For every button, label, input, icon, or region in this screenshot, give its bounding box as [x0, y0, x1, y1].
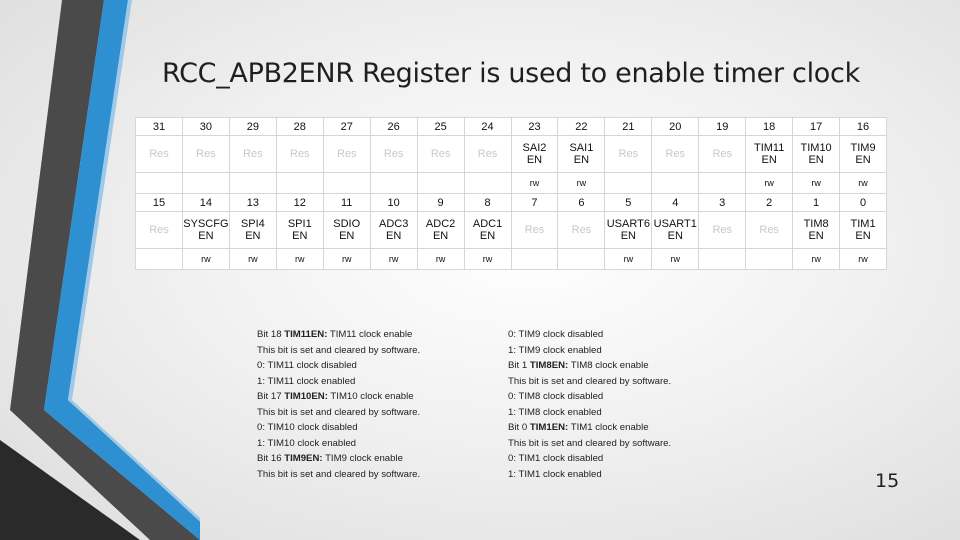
field-access: [417, 172, 464, 193]
register-field: TIM8 EN: [793, 212, 840, 248]
bit-number: 30: [182, 118, 229, 136]
lower-access-row: [136, 248, 887, 269]
field-access: rw: [558, 172, 605, 193]
description-line: [508, 405, 671, 421]
description-line: [508, 358, 671, 374]
field-access: [370, 172, 417, 193]
register-field: SPI4 EN: [229, 212, 276, 248]
line-rest: TIM1 clock enable: [568, 422, 649, 433]
description-line: [508, 451, 671, 467]
field-access: [558, 248, 605, 269]
lower-bit-number-row: [136, 193, 887, 211]
description-right: [508, 327, 671, 482]
register-field: ADC3 EN: [370, 212, 417, 248]
bit-number: 17: [793, 118, 840, 136]
reserved-field: Res: [558, 212, 605, 248]
field-identifier: TIM8EN:: [529, 360, 569, 371]
field-access: [229, 172, 276, 193]
bit-number: 28: [276, 118, 323, 136]
line-prefix: 1: TIM10 clock enabled: [257, 437, 357, 449]
description-line: [257, 374, 420, 390]
register-field: TIM10 EN: [793, 136, 840, 172]
line-prefix: This bit is set and cleared by software.: [508, 375, 672, 387]
line-prefix: Bit 18: [257, 329, 285, 340]
field-access: [276, 172, 323, 193]
description-line: [508, 436, 671, 452]
line-prefix: This bit is set and cleared by software.: [257, 406, 421, 418]
reserved-field: Res: [323, 136, 370, 172]
field-access: [136, 248, 183, 269]
field-access: [652, 172, 699, 193]
reserved-field: Res: [136, 212, 183, 248]
line-rest: TIM11 clock enable: [327, 329, 413, 340]
description-line: [257, 343, 420, 359]
slide-title: RCC_APB2ENR Register is used to enable timer clock: [162, 58, 860, 89]
bit-number: 9: [417, 193, 464, 211]
field-access: [699, 172, 746, 193]
line-rest: TIM8 clock enable: [568, 360, 649, 371]
reserved-field: Res: [605, 136, 652, 172]
description-line: [508, 327, 671, 343]
bit-number: 7: [511, 193, 558, 211]
register-field: TIM9 EN: [840, 136, 887, 172]
bit-number: 2: [746, 193, 793, 211]
bit-number: 11: [323, 193, 370, 211]
field-access: [699, 248, 746, 269]
bit-number: 5: [605, 193, 652, 211]
line-prefix: 1: TIM9 clock enabled: [508, 344, 602, 356]
register-field: ADC2 EN: [417, 212, 464, 248]
reserved-field: Res: [652, 136, 699, 172]
line-prefix: Bit 1: [508, 360, 530, 371]
bit-number: 16: [840, 118, 887, 136]
upper-access-row: [136, 172, 887, 193]
field-access: rw: [840, 248, 887, 269]
reserved-field: Res: [136, 136, 183, 172]
line-prefix: 0: TIM8 clock disabled: [508, 391, 604, 402]
bit-number: 23: [511, 118, 558, 136]
register-field: SYSCFG EN: [182, 212, 229, 248]
register-field: SAI2 EN: [511, 136, 558, 172]
field-identifier: TIM11EN:: [284, 329, 328, 340]
reserved-field: Res: [699, 136, 746, 172]
bit-number: 21: [605, 118, 652, 136]
bit-number: 6: [558, 193, 605, 211]
field-access: [136, 172, 183, 193]
description-line: [257, 451, 420, 467]
register-table: [135, 117, 887, 270]
reserved-field: Res: [370, 136, 417, 172]
field-access: rw: [276, 248, 323, 269]
bit-number: 4: [652, 193, 699, 211]
description-line: [257, 358, 420, 374]
description-line: [257, 436, 420, 452]
bit-number: 26: [370, 118, 417, 136]
bit-number: 18: [746, 118, 793, 136]
line-rest: TIM9 clock enable: [322, 453, 403, 464]
field-access: rw: [605, 248, 652, 269]
reserved-field: Res: [746, 212, 793, 248]
reserved-field: Res: [511, 212, 558, 248]
field-access: [464, 172, 511, 193]
field-access: [323, 172, 370, 193]
field-access: rw: [840, 172, 887, 193]
line-prefix: 1: TIM1 clock enabled: [508, 468, 602, 480]
register-field: USART6 EN: [605, 212, 652, 248]
description-line: [508, 420, 671, 436]
page-number: 15: [875, 470, 900, 492]
reserved-field: Res: [417, 136, 464, 172]
reserved-field: Res: [464, 136, 511, 172]
line-prefix: 0: TIM10 clock disabled: [257, 422, 358, 433]
field-identifier: TIM9EN:: [284, 453, 323, 464]
bit-number: 3: [699, 193, 746, 211]
line-prefix: Bit 17: [257, 391, 285, 402]
upper-bit-number-row: [136, 118, 887, 136]
field-access: rw: [229, 248, 276, 269]
field-access: [511, 248, 558, 269]
bit-number: 20: [652, 118, 699, 136]
register-field: TIM1 EN: [840, 212, 887, 248]
bit-number: 14: [182, 193, 229, 211]
bit-number: 27: [323, 118, 370, 136]
description-line: [257, 467, 420, 483]
reserved-field: Res: [699, 212, 746, 248]
field-access: rw: [746, 172, 793, 193]
bit-number: 24: [464, 118, 511, 136]
line-prefix: 0: TIM9 clock disabled: [508, 329, 604, 340]
field-access: rw: [652, 248, 699, 269]
field-identifier: TIM10EN:: [284, 391, 328, 402]
field-access: rw: [182, 248, 229, 269]
line-prefix: This bit is set and cleared by software.: [257, 344, 421, 356]
bit-number: 13: [229, 193, 276, 211]
reserved-field: Res: [276, 136, 323, 172]
bit-number: 10: [370, 193, 417, 211]
bit-number: 8: [464, 193, 511, 211]
reserved-field: Res: [229, 136, 276, 172]
line-prefix: Bit 0: [508, 422, 530, 433]
description-line: [257, 405, 420, 421]
line-prefix: 0: TIM11 clock disabled: [257, 360, 357, 371]
register-field: TIM11 EN: [746, 136, 793, 172]
register-field: SPI1 EN: [276, 212, 323, 248]
line-prefix: This bit is set and cleared by software.: [257, 468, 421, 480]
bit-number: 1: [793, 193, 840, 211]
register-field: SDIO EN: [323, 212, 370, 248]
description-line: [508, 389, 671, 405]
bit-number: 0: [840, 193, 887, 211]
bit-number: 25: [417, 118, 464, 136]
description-line: [257, 420, 420, 436]
description-left: [257, 327, 420, 482]
bit-number: 19: [699, 118, 746, 136]
reserved-field: Res: [182, 136, 229, 172]
lower-field-name-row: [136, 212, 887, 248]
description-line: [508, 467, 671, 483]
line-prefix: 1: TIM11 clock enabled: [257, 375, 356, 387]
register-field: SAI1 EN: [558, 136, 605, 172]
field-access: rw: [511, 172, 558, 193]
bit-number: 12: [276, 193, 323, 211]
description-line: [257, 389, 420, 405]
field-access: rw: [323, 248, 370, 269]
field-access: rw: [464, 248, 511, 269]
bit-number: 31: [136, 118, 183, 136]
field-access: rw: [417, 248, 464, 269]
line-prefix: Bit 16: [257, 453, 285, 464]
bit-number: 22: [558, 118, 605, 136]
upper-field-name-row: [136, 136, 887, 172]
register-field: USART1 EN: [652, 212, 699, 248]
field-access: [605, 172, 652, 193]
description-line: [508, 374, 671, 390]
field-access: rw: [793, 172, 840, 193]
line-prefix: This bit is set and cleared by software.: [508, 437, 672, 449]
description-line: [257, 327, 420, 343]
description-line: [508, 343, 671, 359]
field-identifier: TIM1EN:: [529, 422, 569, 433]
field-access: [746, 248, 793, 269]
field-access: [182, 172, 229, 193]
line-prefix: 0: TIM1 clock disabled: [508, 453, 604, 464]
field-access: rw: [370, 248, 417, 269]
bit-number: 29: [229, 118, 276, 136]
bit-number: 15: [136, 193, 183, 211]
register-field: ADC1 EN: [464, 212, 511, 248]
line-prefix: 1: TIM8 clock enabled: [508, 406, 602, 418]
line-rest: TIM10 clock enable: [327, 391, 414, 402]
field-access: rw: [793, 248, 840, 269]
